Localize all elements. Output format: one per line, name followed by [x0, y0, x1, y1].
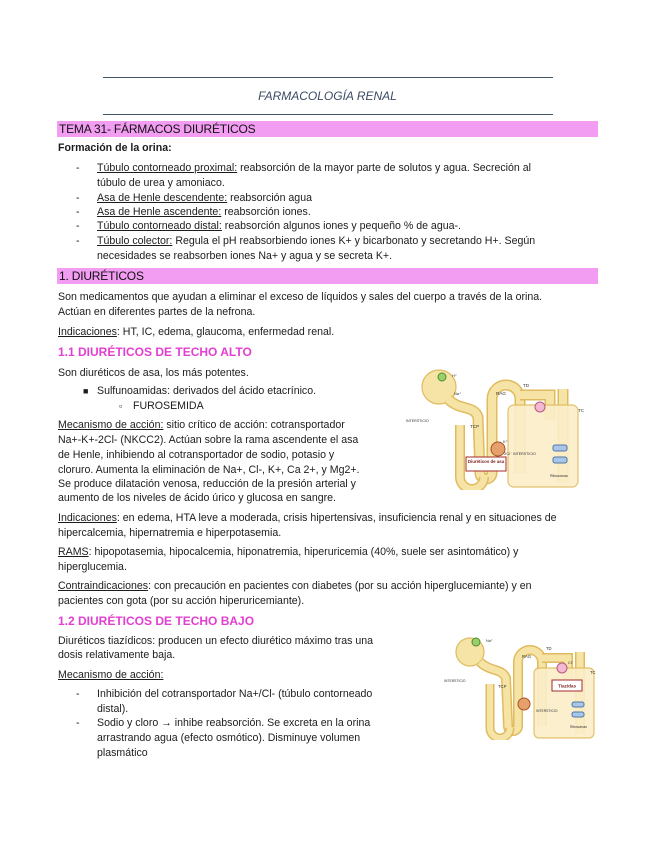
drug-label: Diuréticos de asa: [467, 459, 505, 464]
section11-mech-line1: Na+-K+-2Cl- (NKCC2). Actúan sobre la rama ascendente el asa: [58, 434, 359, 446]
section11-bullet-furosemida: FUROSEMIDA: [133, 400, 204, 412]
header-rule-top: [103, 77, 553, 78]
nkcc2-transporter: [518, 698, 530, 710]
section12-intro2: dosis relativamente baja.: [58, 649, 176, 661]
section12-item1-l1: Inhibición del cotransportador Na+/Cl- (túbulo contorneado: [97, 688, 373, 700]
header-rule-bottom: [103, 114, 553, 115]
label-cl: 2Cl⁻: [504, 451, 513, 456]
section1-bar: [57, 268, 598, 284]
section11-mech-line2: de Henle, inhibiendo al cotransportador de sodio, potasio y: [58, 449, 335, 461]
label-td: TD: [523, 383, 530, 388]
section11-indicaciones: Indicaciones: en edema, HTA leve a moderada, crisis hipertensivas, insuficiencia renal y en situaciones de: [58, 512, 557, 524]
section11-mech-line5: aumento de los niveles de ácido úrico y glucosa en sangre.: [58, 492, 336, 504]
section12-item1-l2: distal).: [97, 703, 129, 715]
section12-mech-label: Mecanismo de acción:: [58, 669, 164, 681]
section12-item2-l3: plasmático: [97, 747, 148, 759]
vessel-dot: [472, 638, 480, 646]
section11-bullet-sulfo: Sulfunoamidas: derivados del ácido etacrínico.: [97, 385, 317, 397]
document-page: FARMACOLOGÍA RENAL TEMA 31- FÁRMACOS DIURÉTICOS Formación de la orina: - Túbulo contorneado proximal: reabsorción de la mayor parte de solutos y agua. Secreción al túbulo de urea y amoniaco. - Asa de Henle descendente: reabsorción agua - Asa de Henle ascendente: reabsorción iones. - Túbulo contorneado distal: reabsorción algunos iones y pequeño % de agua-. - Túbulo colector: Regula el pH reabsorbiendo iones K+ y bicarbonato y secretando H+. Según necesidades se reabsorben iones Na+ y agua y se secreta K+. 1. DIURÉTICOS Son medicamentos que ayudan a eliminar el exceso de líquidos y sales del cuerpo a través de la orina. Actúan en diferentes partes de la nefrona. Indicaciones: HT, IC, edema, glaucoma, enfermedad renal. 1.1 DIURÉTICOS DE TECHO ALTO Son diuréticos de asa, los más potentes. ■ Sulfunoamidas: derivados del ácido etacrínico. ▫ FUROSEMIDA Mecanismo de acción: sitio crítico de acción: cotransportador Na+-K+-2Cl- (NKCC2). Actúan sobre la rama ascendente el asa de Henle, inhibiendo al cotransportador de sodio, potasio y cloruro. Aumenta la eliminación de Na+, Cl-, K+, Ca 2+, y Mg2+. Se produce dilatación venosa, reducción de la presión arterial y aumento de los niveles de ácido úrico y glucosa en sangre. Indicaciones: en edema, HTA leve a moderada, crisis hipertensivas, insuficiencia renal y en situaciones de hipercalcemia, hipernatremia e hiperpotasemia. RAMS: hipopotasemia, hipocalcemia, hiponatremia, hiperuricemia (40%, suele ser asintomático) y hiperglucemia. Contraindicaciones: con precaución en pacientes con diabetes (por su acción hiperglucemiante) y en pacientes con gota (por su acción hiperuricemiante). 1.2 DIURÉTICOS DE TECHO BAJO Diuréticos tiazídicos: producen un efecto diurético máximo tras una dosis relativamente baja. Mecanismo de acción: - Inhibición del cotransportador Na+/Cl- (túbulo contorneado distal). - Sodio y cloro → inhibe reabsorción. Se excreta en la orina arrastrando agua (efecto osmótico). Disminuye volumen plasmático Diuréticos de asa RAG TD TC TCP INTERSTICIO INTERSTICIO Ribosomas H⁺ Na⁺ K⁺ 2Cl⁻ Tiazidas RAG TD TC TCP INTERSTICIO INTERSTICIO Ribosomas Na⁺ Cl⁻: [0, 0, 655, 848]
collector-channel-1: [553, 445, 567, 451]
section1-intro2: Actúan en diferentes partes de la nefrona.: [58, 306, 256, 318]
section11-contra: Contraindicaciones: con precaución en pacientes con diabetes (por su acción hiperglucemiante) y en: [58, 580, 532, 592]
section12-intro1: Diuréticos tiazídicos: producen un efecto diurético máximo tras una: [58, 635, 374, 647]
section11-mech-line0: Mecanismo de acción: sitio crítico de acción: cotransportador: [58, 419, 345, 431]
label-tcp: TCP: [470, 424, 480, 429]
label-h: H⁺: [452, 373, 457, 378]
topic-bar: [57, 121, 598, 137]
drug-label: Tiazidas: [557, 683, 577, 689]
nephron-figure-loop-diuretics: [400, 365, 600, 490]
label-intersticio-2: INTERSTICIO: [513, 452, 536, 456]
label-k: K⁺: [503, 439, 508, 444]
nkcc2-transporter: [491, 442, 505, 456]
ncc-transporter: [557, 663, 567, 673]
td-transporter: [535, 402, 545, 412]
label-intersticio: INTERSTICIO: [444, 679, 466, 683]
label-na: Na⁺: [454, 391, 462, 396]
label-tcp: TCP: [498, 684, 507, 689]
formation-item-tcp: Túbulo contorneado proximal: reabsorción de la mayor parte de solutos y agua. Secreción al: [97, 162, 532, 174]
nephron-figure-thiazides: [440, 632, 605, 740]
section11-title: 1.1 DIURÉTICOS DE TECHO ALTO: [58, 345, 252, 359]
label-td: TD: [546, 646, 552, 651]
section11-mech-line4: Se produce dilatación venosa, reducción de la presión arterial y: [58, 478, 356, 490]
collector-channel-2: [553, 457, 567, 463]
section12-item2-l1: Sodio y cloro → inhibe reabsorción. Se excreta en la orina: [97, 717, 371, 729]
section11-mech-line3: cloruro. Aumenta la eliminación de Na+, Cl-, K+, Ca 2+, y Mg2+.: [58, 464, 360, 476]
formation-item-asa-desc: Asa de Henle descendente: reabsorción agua: [97, 192, 312, 204]
formation-heading: Formación de la orina:: [58, 142, 172, 154]
label-intersticio: INTERSTICIO: [406, 419, 429, 423]
formation-item-tcd: Túbulo contorneado distal: reabsorción algunos iones y pequeño % de agua-.: [97, 220, 461, 232]
label-tc: TC: [578, 408, 585, 413]
section11-rams-cont: hiperglucemia.: [58, 561, 127, 573]
label-rag: RAG: [522, 654, 532, 659]
section1-intro1: Son medicamentos que ayudan a eliminar el exceso de líquidos y sales del cuerpo a través de la orina.: [58, 291, 543, 303]
section11-indicaciones-cont: hipercalcemia, hipernatremia e hiperpotasemia.: [58, 527, 282, 539]
topic-title: TEMA 31- FÁRMACOS DIURÉTICOS: [59, 122, 256, 136]
vessel-dot: [438, 373, 446, 381]
formation-item-tcp-cont: túbulo de urea y amoniaco.: [97, 177, 225, 189]
label-cl: Cl⁻: [568, 661, 574, 665]
label-ribosomas: Ribosomas: [570, 725, 587, 729]
label-ribosomas: Ribosomas: [550, 474, 568, 478]
section11-rams: RAMS: hipopotasemia, hipocalcemia, hiponatremia, hiperuricemia (40%, suele ser asintomático) y: [58, 546, 519, 558]
section12-item2-l2: arrastrando agua (efecto osmótico). Disminuye volumen: [97, 732, 361, 744]
label-intersticio-2: INTERSTICIO: [536, 709, 558, 713]
section12-title: 1.2 DIURÉTICOS DE TECHO BAJO: [58, 614, 255, 628]
label-tc: TC: [590, 670, 596, 675]
page-header-title: FARMACOLOGÍA RENAL: [258, 89, 397, 103]
label-rag: RAG: [496, 391, 506, 396]
section11-contra-cont: pacientes con gota (por su acción hiperuricemiante).: [58, 595, 305, 607]
label-na: Na⁺: [486, 639, 493, 643]
formation-item-asa-asc: Asa de Henle ascendente: reabsorción iones.: [97, 206, 311, 218]
formation-item-colector: Túbulo colector: Regula el pH reabsorbiendo iones K+ y bicarbonato y secretando H+. Según: [97, 235, 536, 247]
formation-item-colector-cont: necesidades se reabsorben iones Na+ y agua y se secreta K+.: [97, 250, 393, 262]
section1-indicaciones: Indicaciones: HT, IC, edema, glaucoma, enfermedad renal.: [58, 326, 335, 338]
section11-intro: Son diuréticos de asa, los más potentes.: [58, 367, 249, 379]
section1-title: 1. DIURÉTICOS: [59, 269, 144, 283]
